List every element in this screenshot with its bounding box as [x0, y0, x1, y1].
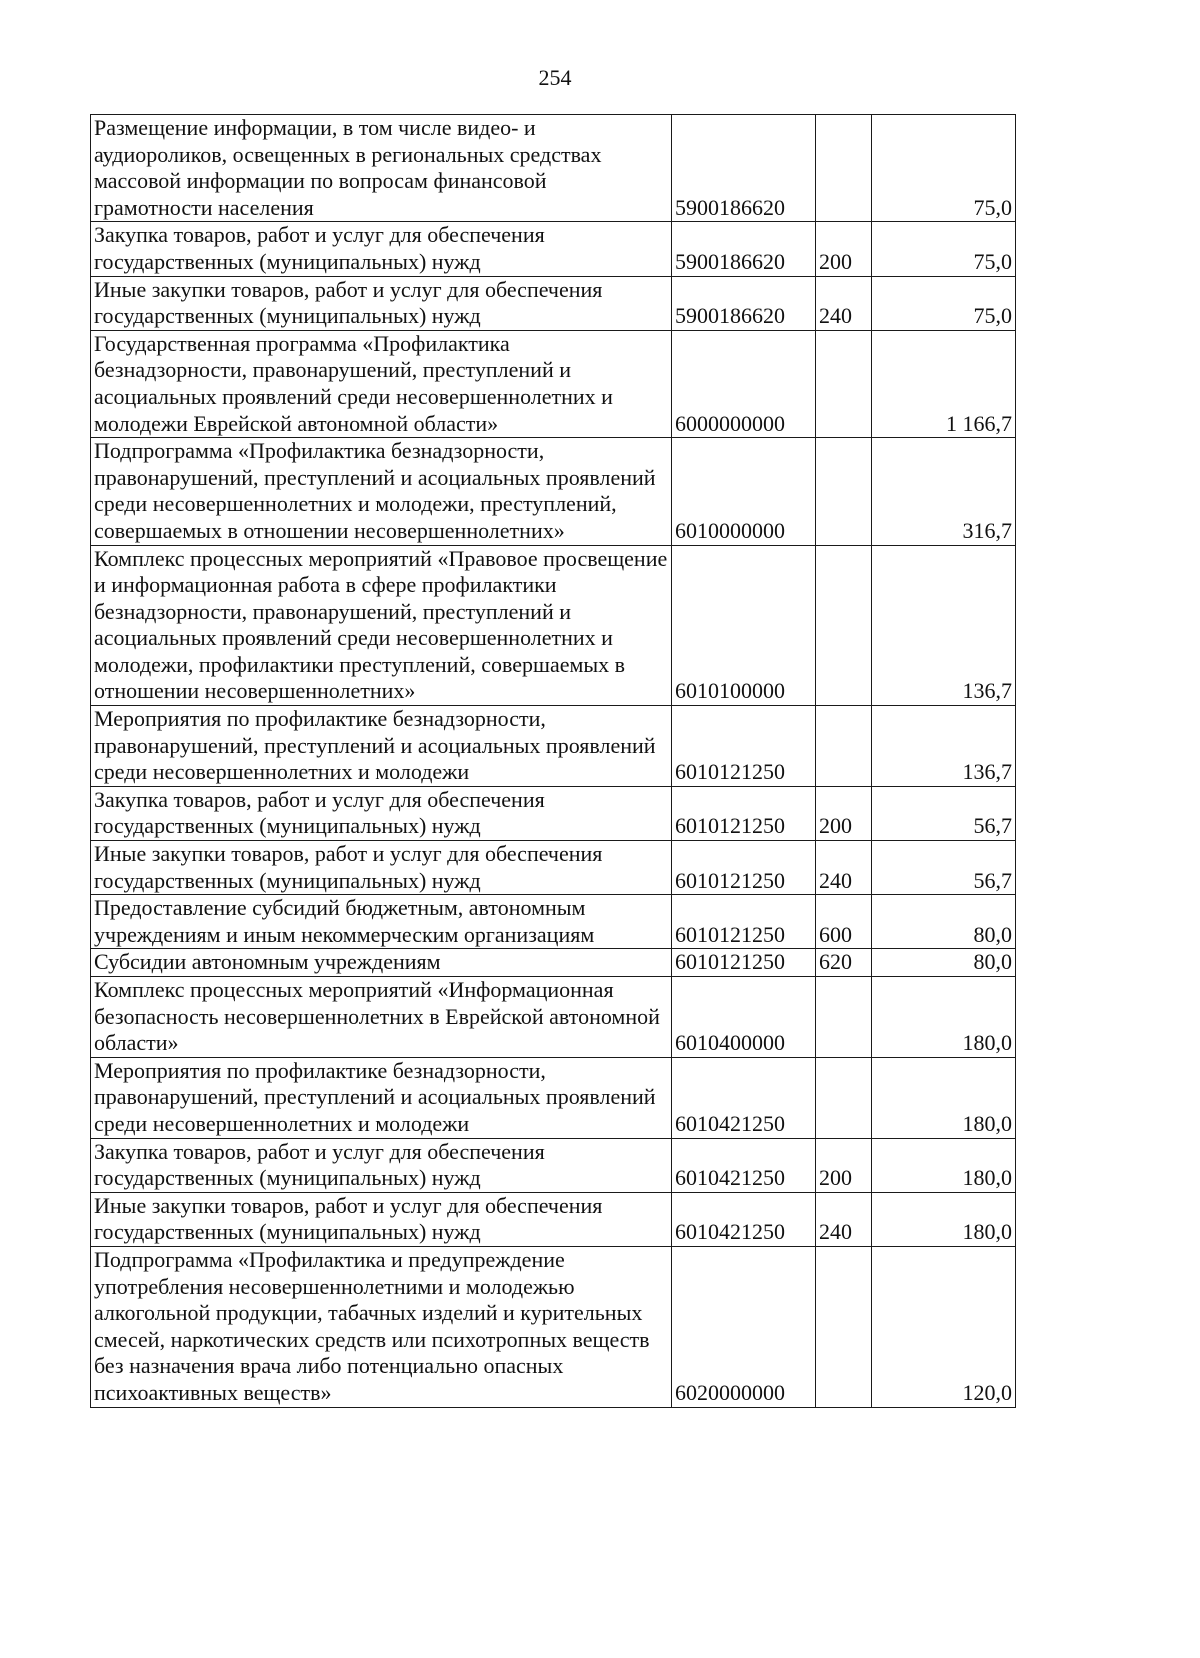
table-row: [91, 786, 1016, 840]
row-amount: 80,0: [872, 895, 1016, 949]
row-name: Иные закупки товаров, работ и услуг для обеспечения государственных (муниципальных) нужд: [91, 841, 672, 895]
row-name: Размещение информации, в том числе видео- и аудиороликов, освещенных в региональных средствах массовой информации по вопросам финансовой грамотности населения: [91, 115, 672, 222]
row-code: 6010421250: [672, 1057, 816, 1138]
table-row: [91, 949, 1016, 977]
table-row: [91, 895, 1016, 949]
row-amount: 56,7: [872, 841, 1016, 895]
row-code: 5900186620: [672, 222, 816, 276]
page-number: 254: [538, 65, 572, 90]
row-name: Закупка товаров, работ и услуг для обеспечения государственных (муниципальных) нужд: [91, 786, 672, 840]
row-code: 5900186620: [672, 276, 816, 330]
table-row: [91, 115, 1016, 222]
row-code: 6010421250: [672, 1192, 816, 1246]
table-row: [91, 1246, 1016, 1407]
row-expense-type: [816, 1057, 872, 1138]
table-row: [91, 1138, 1016, 1192]
row-expense-type: 240: [816, 276, 872, 330]
row-expense-type: 200: [816, 222, 872, 276]
row-expense-type: [816, 706, 872, 787]
table-row: [91, 977, 1016, 1058]
row-code: 6010100000: [672, 545, 816, 706]
row-amount: 180,0: [872, 1057, 1016, 1138]
row-name: Комплекс процессных мероприятий «Информационная безопасность несовершеннолетних в Еврейской автономной области»: [91, 977, 672, 1058]
table-row: [91, 545, 1016, 706]
row-expense-type: [816, 330, 872, 437]
row-amount: 136,7: [872, 706, 1016, 787]
row-amount: 180,0: [872, 1138, 1016, 1192]
table-row: [91, 1192, 1016, 1246]
row-expense-type: 200: [816, 1138, 872, 1192]
row-code: 6010000000: [672, 438, 816, 545]
row-amount: 180,0: [872, 1192, 1016, 1246]
row-code: 6000000000: [672, 330, 816, 437]
row-code: 5900186620: [672, 115, 816, 222]
row-amount: 136,7: [872, 545, 1016, 706]
row-name: Иные закупки товаров, работ и услуг для обеспечения государственных (муниципальных) нужд: [91, 1192, 672, 1246]
row-expense-type: 240: [816, 1192, 872, 1246]
row-expense-type: 240: [816, 841, 872, 895]
row-amount: 316,7: [872, 438, 1016, 545]
row-name: Подпрограмма «Профилактика безнадзорности, правонарушений, преступлений и асоциальных проявлений среди несовершеннолетних и молодежи, преступлений, совершаемых в отношении несовершеннолетних»: [91, 438, 672, 545]
row-amount: 1 166,7: [872, 330, 1016, 437]
table-row: [91, 330, 1016, 437]
row-expense-type: [816, 1246, 872, 1407]
row-expense-type: 600: [816, 895, 872, 949]
table-row: [91, 841, 1016, 895]
row-amount: 56,7: [872, 786, 1016, 840]
table-row: [91, 706, 1016, 787]
row-code: 6020000000: [672, 1246, 816, 1407]
row-expense-type: [816, 438, 872, 545]
row-expense-type: 620: [816, 949, 872, 977]
row-name: Субсидии автономным учреждениям: [91, 949, 672, 977]
table-row: [91, 1057, 1016, 1138]
row-expense-type: [816, 545, 872, 706]
row-amount: 75,0: [872, 115, 1016, 222]
row-amount: 120,0: [872, 1246, 1016, 1407]
row-name: Закупка товаров, работ и услуг для обеспечения государственных (муниципальных) нужд: [91, 1138, 672, 1192]
row-code: 6010121250: [672, 706, 816, 787]
row-name: Государственная программа «Профилактика безнадзорности, правонарушений, преступлений и асоциальных проявлений среди несовершеннолетних и молодежи Еврейской автономной области»: [91, 330, 672, 437]
row-expense-type: 200: [816, 786, 872, 840]
row-expense-type: [816, 115, 872, 222]
row-code: 6010121250: [672, 841, 816, 895]
row-amount: 75,0: [872, 222, 1016, 276]
row-name: Предоставление субсидий бюджетным, автономным учреждениям и иным некоммерческим организациям: [91, 895, 672, 949]
budget-table: [90, 114, 1016, 1408]
row-name: Комплекс процессных мероприятий «Правовое просвещение и информационная работа в сфере профилактики безнадзорности, правонарушений, преступлений и асоциальных проявлений среди несовершеннолетних и молодежи, профилактики преступлений, совершаемых в отношении несовершеннолетних»: [91, 545, 672, 706]
row-expense-type: [816, 977, 872, 1058]
table-row: [91, 438, 1016, 545]
row-name: Закупка товаров, работ и услуг для обеспечения государственных (муниципальных) нужд: [91, 222, 672, 276]
table-row: [91, 222, 1016, 276]
row-code: 6010421250: [672, 1138, 816, 1192]
row-name: Иные закупки товаров, работ и услуг для обеспечения государственных (муниципальных) нужд: [91, 276, 672, 330]
row-name: Мероприятия по профилактике безнадзорности, правонарушений, преступлений и асоциальных проявлений среди несовершеннолетних и молодежи: [91, 706, 672, 787]
row-amount: 80,0: [872, 949, 1016, 977]
table-row: [91, 276, 1016, 330]
row-code: 6010121250: [672, 895, 816, 949]
row-amount: 75,0: [872, 276, 1016, 330]
row-amount: 180,0: [872, 977, 1016, 1058]
row-name: Мероприятия по профилактике безнадзорности, правонарушений, преступлений и асоциальных проявлений среди несовершеннолетних и молодежи: [91, 1057, 672, 1138]
row-name: Подпрограмма «Профилактика и предупреждение употребления несовершеннолетними и молодежью алкогольной продукции, табачных изделий и курительных смесей, наркотических средств или психотропных веществ без назначения врача либо потенциально опасных психоактивных веществ»: [91, 1246, 672, 1407]
row-code: 6010400000: [672, 977, 816, 1058]
row-code: 6010121250: [672, 786, 816, 840]
row-code: 6010121250: [672, 949, 816, 977]
